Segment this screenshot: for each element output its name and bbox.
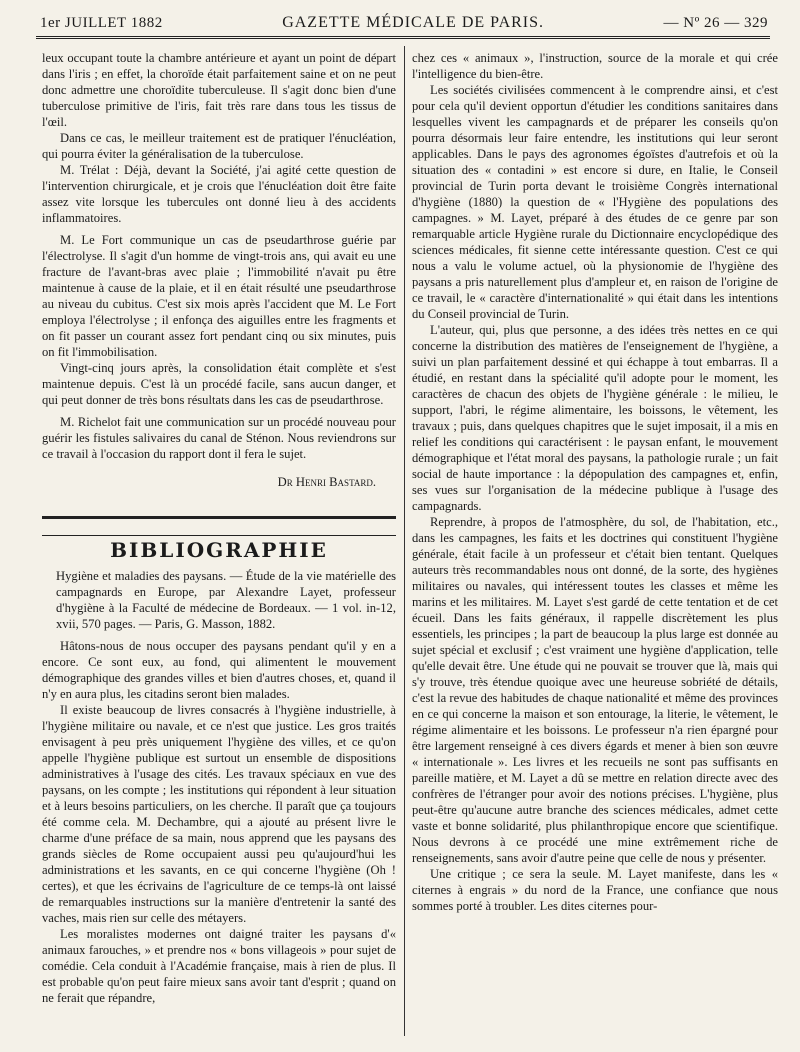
left-paragraph-7: Hâtons-nous de nous occuper des paysans pendant qu'il y en a encore. Ce sont eux, au fond, qui alimentent le mouvement démographique des grandes villes et bien d'autres choses, et, quand il n'y en aura plus, les citadins seront bien malades. xyxy=(42,639,396,701)
left-paragraph-4: M. Le Fort communique un cas de pseudarthrose guérie par l'électrolyse. Il s'agit d'un homme de vingt-trois ans, qui avait eu une fracture de l'avant-bras avec plaie ; l'immobilité n'avait pu être maintenue à cause de la plaie, et il en était résulté une pseudarthrose au niveau du cubitus. C'est six mois après l'accident que M. Le Fort employa l'électrolyse ; il enfonça des aiguilles entre les fragments et on fit passer un courant assez fort pendant cinq ou six minutes, puis on fit l'immobilisation. xyxy=(42,233,396,359)
left-paragraph-6: M. Richelot fait une communication sur un procédé nouveau pour guérir les fistules salivaires du canal de Sténon. Nous reviendrons sur ce travail à l'occasion du rapport dont il fera le sujet. xyxy=(42,415,396,461)
signature: Dr Henri Bastard. xyxy=(277,475,376,489)
right-column xyxy=(412,50,778,1040)
column-divider xyxy=(404,46,405,1036)
left-paragraph-1: leux occupant toute la chambre antérieure et ayant un point de départ dans l'iris ; en effet, la choroïde était parfaitement saine et on ne peut donc admettre une choroïdite tuberculeuse. Il s'agit donc bien d'une tuberculose primitive de l'iris, fait très rare dans tous les tissus de l'œil. xyxy=(42,51,396,129)
left-paragraph-3: M. Trélat : Déjà, devant la Société, j'ai agité cette question de l'intervention chirurgicale, et je crois que l'énucléation doit être faite assez vite lorsque les tubercules ont donné lieu à des accidents inflammatoires. xyxy=(42,163,396,225)
header-issue: — Nº 26 — 329 xyxy=(663,15,768,31)
bibliography-entry: Hygiène et maladies des paysans. — Étude de la vie matérielle des campagnards en Europe, par Alexandre Layet, professeur d'hygiène à la Faculté de médecine de Bordeaux. — 1 vol. in-12, xvii, 570 pages. — Paris, G. Masson, 1882. xyxy=(56,569,396,631)
right-paragraph-3: L'auteur, qui, plus que personne, a des idées très nettes en ce qui concerne la distribution des matières de l'enseignement de l'hygiène, a suivi un plan parfaitement dessiné et qui échappe à tout embarras. Il a étudié, en restant dans la spécialité qu'il adopte pour le moment, les caractères de chacun des objets de l'hygiène générale : le milieu, le support, l'abri, le régime alimentaire, les boissons, le vêtement, les travaux ; puis, dans quelques chapitres que le sujet imposait, il a mis en relief les conditions qui caractérisent : le paysan enfant, le mouvement démographique et l'état moral des paysans, la pathologie rurale ; un fait social de haute importance : la dépopulation des campagnes et, enfin, ses vues sur l'organisation de la médecine publique à l'usage des campagnards. xyxy=(412,323,778,513)
right-paragraph-1: chez ces « animaux », l'instruction, source de la morale et qui crée l'intelligence du bien-être. xyxy=(412,51,778,81)
header-rule xyxy=(36,36,770,39)
right-paragraph-4: Reprendre, à propos de l'atmosphère, du sol, de l'habitation, etc., dans les campagnes, les faits et les doctrines qui constituent l'hygiène générale, était facile à un professeur et c'était bien tentant. Quelques auteurs très recommandables nous ont donné, de la sorte, des hygiènes militaires ou navales, qui intéressent toutes les classes et même les marins et les militaires. M. Layet s'est gardé de cette tentation et de cet écueil. Dans les faits généraux, il rappelle discrètement les plus essentiels, les principes ; la part de beaucoup la plus large est donnée au sujet spécial et exclusif ; c'est vraiment une hygiène d'application, telle qu'elle devait être. Une étude qui ne pouvait se trouver que là, mais qui s'y trouve, très étendue quoique avec une heureuse sobriété de détails, c'est la revue des habitudes de chaque nationalité et même des provinces en ce qui concerne la maison et son entourage, la literie, le vêtement, le régime alimentaire et les boissons. Le professeur n'a rien épargné pour être largement renseigné à ces divers égards et mener à bien son œuvre « internationale ». Les livres et les recueils ne sont pas suffisants en pareille matière, et M. Layet a dû se mettre en relation directe avec des confrères de l'étranger pour avoir des notions précises. L'hygiène, plus peut-être qu'aucune autre branche des sciences médicales, admet cette vaste et bonne solidarité, plus philanthropique encore que scientifique. Nous devrons à ce procédé une mine extrêmement riche de renseignements, sans avoir d'autre peine que celle de nous y présenter. xyxy=(412,515,778,865)
left-paragraph-8: Il existe beaucoup de livres consacrés à l'hygiène industrielle, à l'hygiène militaire ou navale, et ce n'est que justice. Les gros traités envisagent à peu près uniquement l'hygiène des villes, et ce qu'on appelle l'hygiène publique est surtout un ensemble de dispositions administratives à l'usage des cités. Les travaux spéciaux en vue des paysans, on les compte ; les institutions qui répondent à leur situation et à leurs besoins particuliers, on les cherche. Il paraît que ça toujours été comme cela. M. Dechambre, qui a ajouté au présent livre le charme d'une préface de sa main, nous apprend que les paysans des grands siècles de Rome occupaient aussi peu qu'aujourd'hui les administrations et les savants, en ce qui concerne l'hygiène (Oh ! certes), et que les écrivains de l'agriculture de ce temps-là ont laissé de remarquables instructions sur la manière d'entretenir la santé des vaches, mais rien sur celle des métayers. xyxy=(42,703,396,925)
section-separator-thin xyxy=(42,535,396,536)
section-title: BIBLIOGRAPHIE xyxy=(110,538,328,562)
page-header xyxy=(40,14,768,36)
right-paragraph-2: Les sociétés civilisées commencent à le comprendre ainsi, et c'est pour cela qu'il devient opportun d'étudier les conditions sanitaires dans lesquelles vivent les campagnards et de préparer les conseils qu'on pourra désormais leur faire entendre, les institutions qui leur seront applicables. Dans le pays des agronomes égoïstes d'autrefois et où la situation des « contadini » est encore si dure, en Italie, le Conseil provincial de Turin porta devant le troisième Congrès international d'hygiène (1880) la question de « l'Hygiène des populations des campagnes. » M. Layet, préparé à des études de ce genre par son remarquable article Hygiène rurale du Dictionnaire encyclopédique des sciences médicales, fit sienne cette intéressante question. C'est ce qui nous a valu le volume actuel, où la physionomie de l'hygiène des paysans a pris naturellement plus d'ampleur et, en raison de l'origine de ce travail, le « caractère d'internationalité » qui était dans les intentions du Conseil provincial de Turin. xyxy=(412,83,778,321)
right-paragraph-5: Une critique ; ce sera la seule. M. Layet manifeste, dans les « citernes à engrais » du nord de la France, une confiance que nous sommes porté à troubler. Les dites citernes pour- xyxy=(412,867,778,913)
header-date: 1er JUILLET 1882 xyxy=(40,15,163,31)
left-column xyxy=(42,50,396,1040)
header-title: GAZETTE MÉDICALE DE PARIS. xyxy=(282,14,545,31)
left-paragraph-2: Dans ce cas, le meilleur traitement est de pratiquer l'énucléation, qui pourra éviter la généralisation de la tuberculose. xyxy=(42,131,396,161)
left-paragraph-5: Vingt-cinq jours après, la consolidation était complète et s'est maintenue depuis. C'est là un procédé facile, sans aucun danger, et qui peut donner de très bons résultats dans les cas de pseudarthrose. xyxy=(42,361,396,407)
left-paragraph-9: Les moralistes modernes ont daigné traiter les paysans d'« animaux farouches, » et prendre nos « bons villageois » pour sujet de comédie. Cela conduit à l'Académie française, mais à rien de plus. Il est probable qu'on peut faire mieux sans avoir tant d'esprit ; quand on ne ferait que répandre, xyxy=(42,927,396,1005)
section-separator xyxy=(42,516,396,519)
